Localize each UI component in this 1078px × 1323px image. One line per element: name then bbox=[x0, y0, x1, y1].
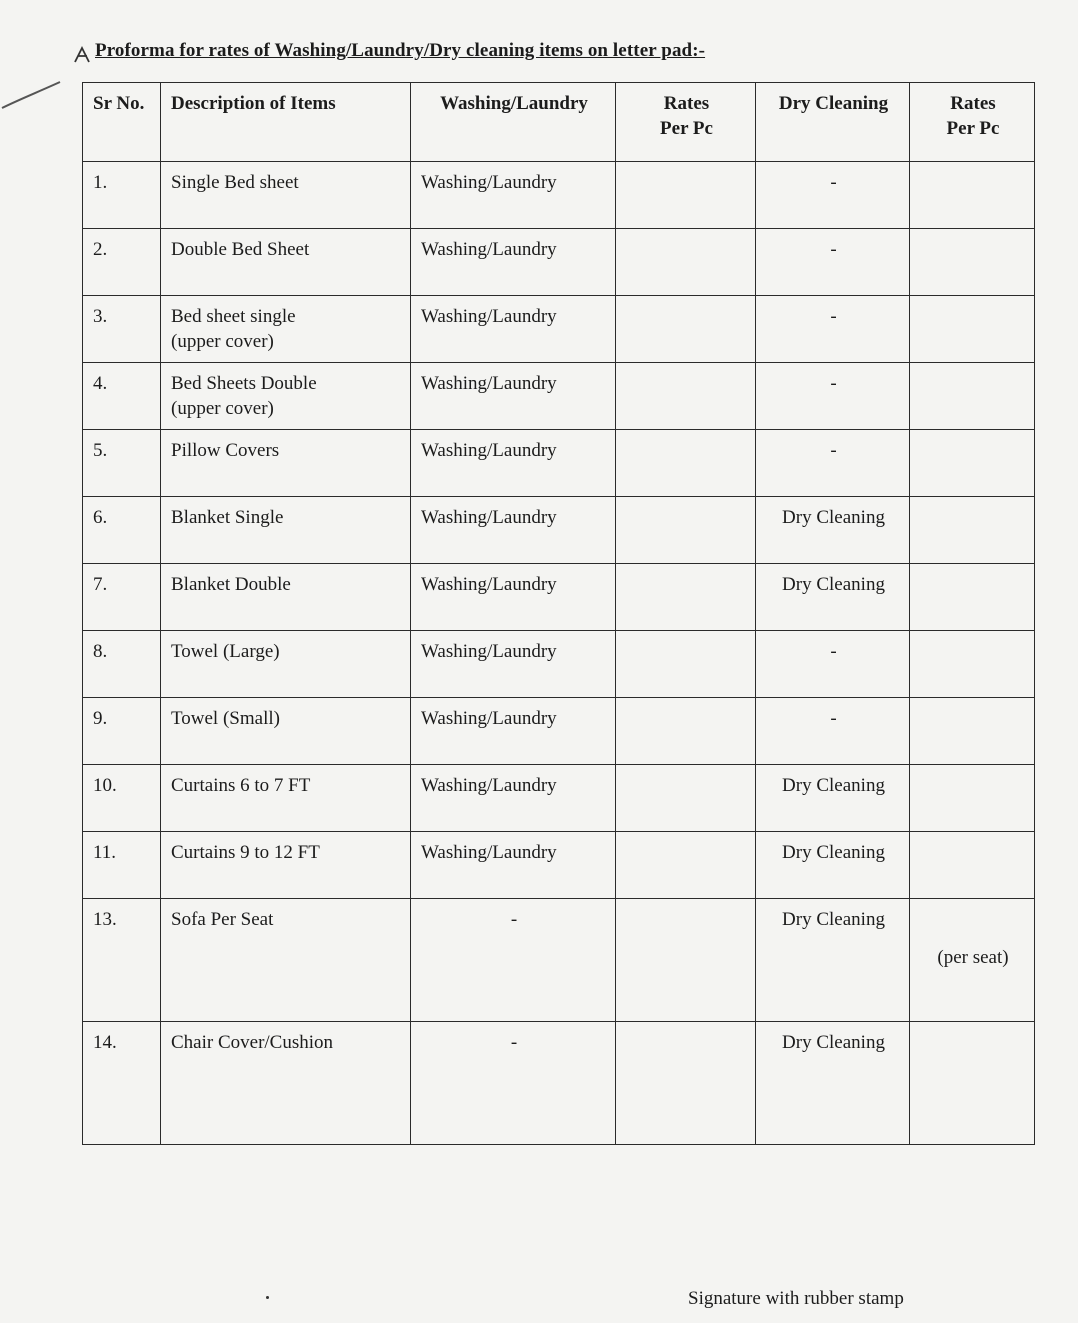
rate-dry-cell bbox=[910, 430, 1035, 497]
item-cell: Double Bed Sheet bbox=[161, 229, 411, 296]
col-header-rates-washing: Rates Per Pc bbox=[616, 83, 756, 162]
rate-dry-cell bbox=[910, 631, 1035, 698]
rate-dry-cell bbox=[910, 832, 1035, 899]
rate-dry-cell bbox=[910, 1022, 1035, 1145]
page-heading: Proforma for rates of Washing/Laundry/Dry cleaning items on letter pad:- bbox=[95, 40, 706, 61]
rate-dry-cell bbox=[910, 497, 1035, 564]
col-header-sr-no: Sr No. bbox=[83, 83, 161, 162]
item-cell: Blanket Double bbox=[161, 564, 411, 631]
washing-cell: Washing/Laundry bbox=[411, 765, 616, 832]
item-cell: Towel (Large) bbox=[161, 631, 411, 698]
col-header-description: Description of Items bbox=[161, 83, 411, 162]
sr-no-cell: 8. bbox=[83, 631, 161, 698]
item-cell: Curtains 6 to 7 FT bbox=[161, 765, 411, 832]
table-row bbox=[83, 363, 1035, 430]
sr-no-cell: 3. bbox=[83, 296, 161, 363]
item-cell: Pillow Covers bbox=[161, 430, 411, 497]
table-header-row bbox=[83, 83, 1035, 162]
rate-washing-cell bbox=[616, 430, 756, 497]
dry-cleaning-cell: Dry Cleaning bbox=[756, 832, 910, 899]
washing-cell: Washing/Laundry bbox=[411, 296, 616, 363]
rate-washing-cell bbox=[616, 497, 756, 564]
col-header-washing: Washing/Laundry bbox=[411, 83, 616, 162]
washing-cell: Washing/Laundry bbox=[411, 564, 616, 631]
rate-dry-cell bbox=[910, 698, 1035, 765]
item-cell: Curtains 9 to 12 FT bbox=[161, 832, 411, 899]
washing-cell: - bbox=[411, 899, 616, 1022]
sr-no-cell: 6. bbox=[83, 497, 161, 564]
table-row bbox=[83, 698, 1035, 765]
dry-cleaning-cell: - bbox=[756, 296, 910, 363]
rate-dry-cell bbox=[910, 162, 1035, 229]
sr-no-cell: 11. bbox=[83, 832, 161, 899]
col-header-dry-cleaning: Dry Cleaning bbox=[756, 83, 910, 162]
sr-no-cell: 4. bbox=[83, 363, 161, 430]
table-row bbox=[83, 765, 1035, 832]
scribble-mark-icon bbox=[72, 44, 94, 66]
rate-washing-cell bbox=[616, 162, 756, 229]
table-row bbox=[83, 162, 1035, 229]
table-row bbox=[83, 899, 1035, 1022]
rate-washing-cell bbox=[616, 631, 756, 698]
sr-no-cell: 9. bbox=[83, 698, 161, 765]
washing-cell: Washing/Laundry bbox=[411, 497, 616, 564]
dry-cleaning-cell: Dry Cleaning bbox=[756, 1022, 910, 1145]
dry-cleaning-cell: - bbox=[756, 631, 910, 698]
col-header-rates-dry: Rates Per Pc bbox=[910, 83, 1035, 162]
table-row bbox=[83, 296, 1035, 363]
rate-dry-cell bbox=[910, 363, 1035, 430]
sr-no-cell: 1. bbox=[83, 162, 161, 229]
rate-washing-cell bbox=[616, 832, 756, 899]
item-cell: Towel (Small) bbox=[161, 698, 411, 765]
dry-cleaning-cell: Dry Cleaning bbox=[756, 497, 910, 564]
rate-washing-cell bbox=[616, 229, 756, 296]
washing-cell: Washing/Laundry bbox=[411, 832, 616, 899]
sr-no-cell: 2. bbox=[83, 229, 161, 296]
table-row bbox=[83, 497, 1035, 564]
table-row bbox=[83, 229, 1035, 296]
table-row bbox=[83, 832, 1035, 899]
rate-dry-cell bbox=[910, 899, 1035, 1022]
dry-cleaning-cell: - bbox=[756, 363, 910, 430]
washing-cell: Washing/Laundry bbox=[411, 631, 616, 698]
item-cell: Sofa Per Seat bbox=[161, 899, 411, 1022]
dry-cleaning-cell: - bbox=[756, 698, 910, 765]
item-cell: Single Bed sheet bbox=[161, 162, 411, 229]
rate-washing-cell bbox=[616, 765, 756, 832]
table-row bbox=[83, 1022, 1035, 1145]
dry-cleaning-cell: Dry Cleaning bbox=[756, 564, 910, 631]
rate-dry-cell bbox=[910, 765, 1035, 832]
rate-dry-cell bbox=[910, 229, 1035, 296]
rate-dry-cell bbox=[910, 296, 1035, 363]
sr-no-cell: 14. bbox=[83, 1022, 161, 1145]
rate-washing-cell bbox=[616, 1022, 756, 1145]
rate-dry-cell bbox=[910, 564, 1035, 631]
rate-washing-cell bbox=[616, 899, 756, 1022]
rates-table bbox=[82, 82, 1035, 1145]
washing-cell: Washing/Laundry bbox=[411, 229, 616, 296]
sr-no-cell: 7. bbox=[83, 564, 161, 631]
dry-cleaning-cell: Dry Cleaning bbox=[756, 899, 910, 1022]
dry-cleaning-cell: - bbox=[756, 430, 910, 497]
sr-no-cell: 5. bbox=[83, 430, 161, 497]
per-seat-note: (per seat) bbox=[937, 947, 1009, 968]
table-row bbox=[83, 564, 1035, 631]
table-row bbox=[83, 631, 1035, 698]
signature-label: Signature with rubber stamp bbox=[688, 1288, 904, 1309]
washing-cell: Washing/Laundry bbox=[411, 162, 616, 229]
washing-cell: Washing/Laundry bbox=[411, 430, 616, 497]
dry-cleaning-cell: - bbox=[756, 229, 910, 296]
sr-no-cell: 13. bbox=[83, 899, 161, 1022]
rate-washing-cell bbox=[616, 296, 756, 363]
rate-washing-cell bbox=[616, 564, 756, 631]
item-cell: Bed sheet single (upper cover) bbox=[161, 296, 411, 363]
rate-washing-cell bbox=[616, 363, 756, 430]
item-cell: Bed Sheets Double (upper cover) bbox=[161, 363, 411, 430]
stray-dot bbox=[266, 1296, 269, 1299]
washing-cell: Washing/Laundry bbox=[411, 363, 616, 430]
dry-cleaning-cell: - bbox=[756, 162, 910, 229]
item-cell: Blanket Single bbox=[161, 497, 411, 564]
dry-cleaning-cell: Dry Cleaning bbox=[756, 765, 910, 832]
washing-cell: Washing/Laundry bbox=[411, 698, 616, 765]
pen-stroke-mark bbox=[0, 78, 62, 112]
rate-washing-cell bbox=[616, 698, 756, 765]
item-cell: Chair Cover/Cushion bbox=[161, 1022, 411, 1145]
washing-cell: - bbox=[411, 1022, 616, 1145]
table-row bbox=[83, 430, 1035, 497]
sr-no-cell: 10. bbox=[83, 765, 161, 832]
